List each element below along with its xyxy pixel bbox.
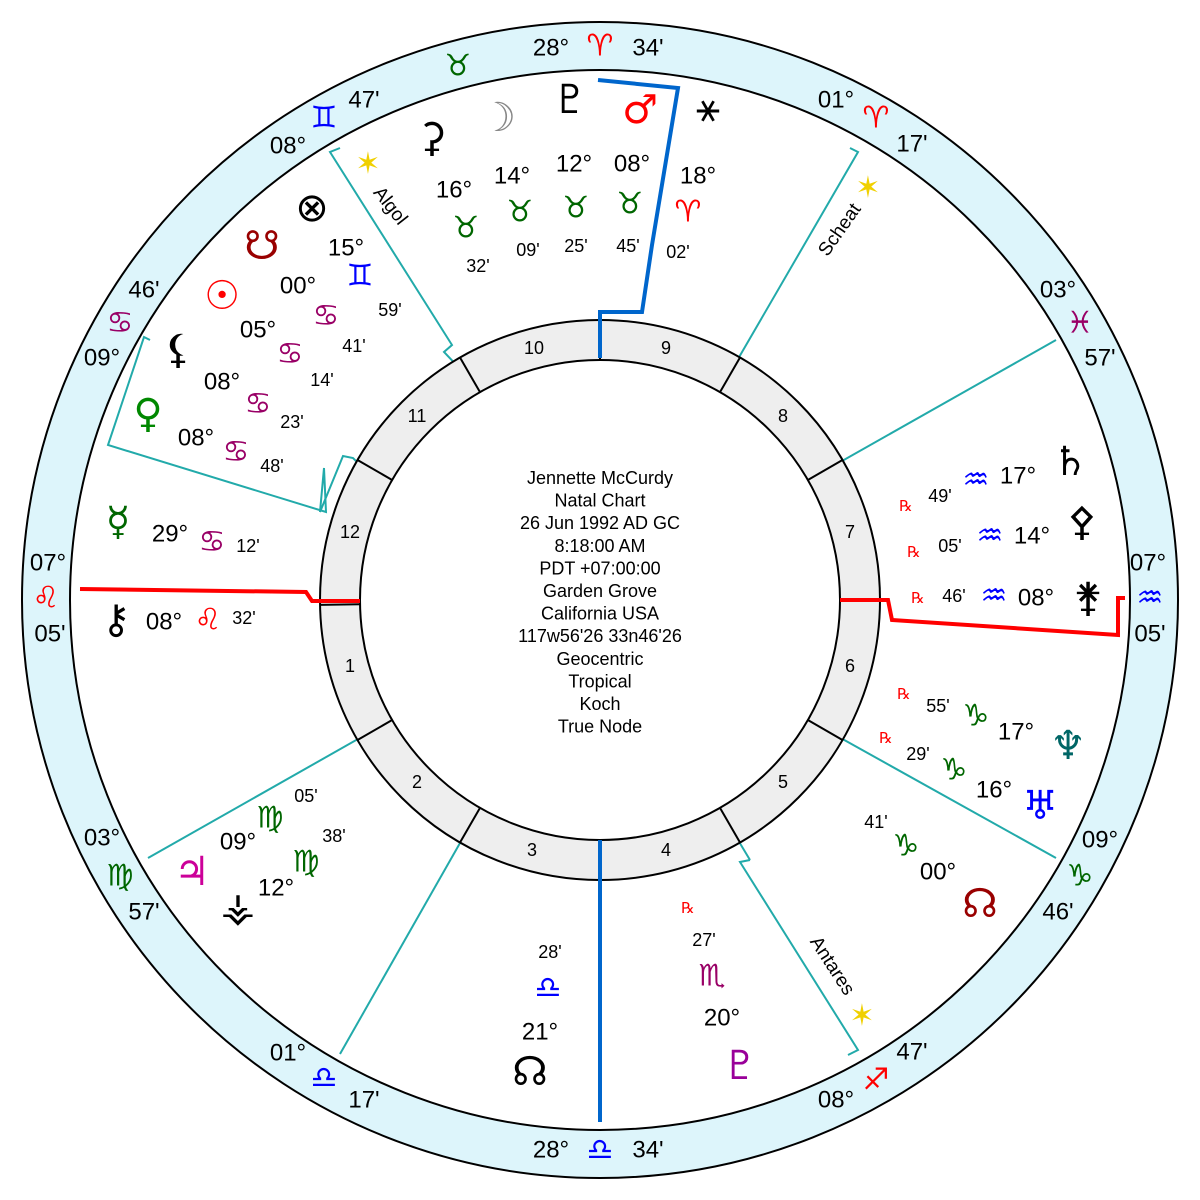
cusp-minute: 34' <box>632 34 664 62</box>
cusp-degree: 03° <box>83 824 121 852</box>
uranus-icon: ♅ <box>1022 783 1058 829</box>
cusp-minute: 17' <box>896 130 928 158</box>
neptune-degree: 17° <box>997 718 1035 746</box>
algol-star-label: Algol <box>368 182 412 230</box>
scheat-star-label: Scheat <box>814 199 866 261</box>
house-number-11: 11 <box>407 406 427 426</box>
cusp-minute: 47' <box>348 86 380 114</box>
house-number-5: 5 <box>777 772 789 792</box>
scheat-star-icon: ✶ <box>855 171 881 205</box>
neptune-icon: ♆ <box>1050 723 1086 769</box>
cusp-minute: 57' <box>1084 344 1116 372</box>
rim-sign-icon: ♉ <box>444 48 472 84</box>
uranus-minute: 29' <box>906 744 930 764</box>
cusp-minute: 05' <box>1134 620 1166 648</box>
house-number-8: 8 <box>777 406 789 426</box>
cusp-degree: 28° <box>532 1136 570 1164</box>
part-of-fortune-sign-icon: ♊ <box>346 258 374 294</box>
pluto-sign-icon: ♏ <box>698 958 726 994</box>
jupiter-minute: 05' <box>294 786 318 806</box>
south-node-icon: ☋ <box>244 223 280 269</box>
cusp-degree: 08° <box>269 132 307 160</box>
vertex-minute: 02' <box>666 242 690 262</box>
saturn-retrograde-icon: ℞ <box>899 497 913 515</box>
neptune-retrograde-icon: ℞ <box>897 685 911 703</box>
cusp-sign-icon: ♒ <box>1136 580 1164 616</box>
cusp-degree: 07° <box>29 549 67 577</box>
pallas-degree: 14° <box>1013 522 1051 550</box>
mars-icon: ♂ <box>622 87 658 133</box>
moon-degree: 14° <box>493 162 531 190</box>
north-node-minute: 41' <box>864 812 888 832</box>
moon-sign-icon: ♉ <box>506 194 534 230</box>
pluto-alt-minute: 25' <box>564 236 588 256</box>
house-ring-tick <box>320 604 360 605</box>
vertex-degree: 18° <box>679 162 717 190</box>
vesta-minute: 38' <box>322 826 346 846</box>
pluto-alt-sign-icon: ♉ <box>562 190 590 226</box>
mercury-minute: 12' <box>236 536 260 556</box>
ceres-icon: ⚳ <box>417 115 447 161</box>
cusp-sign-icon: ♌ <box>32 580 60 616</box>
house-number-3: 3 <box>526 840 538 860</box>
north-node-degree: 00° <box>919 858 957 886</box>
chart-info-line: Koch <box>579 694 621 714</box>
chart-info-line: Jennette McCurdy <box>526 468 674 488</box>
uranus-degree: 16° <box>975 776 1013 804</box>
neptune-minute: 55' <box>926 696 950 716</box>
pallas-minute: 05' <box>938 536 962 556</box>
cusp-degree: 28° <box>532 34 570 62</box>
house-number-12: 12 <box>339 522 361 542</box>
cusp-degree: 09° <box>1081 826 1119 854</box>
ceres-degree: 16° <box>435 176 473 204</box>
chart-info-line: 117w56'26 33n46'26 <box>518 626 682 647</box>
vertex-icon: ⚹ <box>696 85 720 131</box>
cusp-minute: 05' <box>34 620 66 648</box>
part-of-fortune-degree: 15° <box>327 234 365 262</box>
chart-info-line: Geocentric <box>556 648 644 669</box>
pluto-alt-icon: ♇ <box>552 77 588 123</box>
sun-icon: ☉ <box>204 273 240 319</box>
chart-info-line: Natal Chart <box>554 490 646 511</box>
chiron-minute: 32' <box>232 608 256 628</box>
cusp-degree: 09° <box>83 344 121 372</box>
lilith-degree: 08° <box>203 368 241 396</box>
cusp-degree: 03° <box>1039 276 1077 304</box>
chart-info-line: 8:18:00 AM <box>554 535 646 556</box>
vesta-sign-icon: ♍ <box>292 844 320 880</box>
juno-degree: 08° <box>1017 584 1055 612</box>
cusp-sign-icon: ♓ <box>1066 305 1094 341</box>
vesta-degree: 12° <box>257 874 295 902</box>
chart-info-line: Garden Grove <box>542 581 658 601</box>
south-node-minute: 41' <box>342 336 366 356</box>
mars-degree: 08° <box>613 150 651 178</box>
mercury-sign-icon: ♋ <box>198 524 226 560</box>
pallas-retrograde-icon: ℞ <box>907 543 921 561</box>
lilith-icon: ⚸ <box>163 327 193 373</box>
cusp-sign-icon: ♋ <box>106 305 134 341</box>
juno-sign-icon: ♒ <box>980 578 1008 614</box>
pluto-retrograde-icon: ℞ <box>681 899 695 917</box>
chart-info-line: California USA <box>540 603 660 624</box>
cusp-minute: 17' <box>348 1086 380 1114</box>
juno-retrograde-icon: ℞ <box>911 589 925 607</box>
neptune-sign-icon: ♑ <box>962 698 990 734</box>
pluto-icon: ♇ <box>722 1043 758 1089</box>
cusp-degree: 08° <box>817 1086 855 1114</box>
pallas-icon: ⚴ <box>1067 499 1097 545</box>
north-node-alt--minute: 28' <box>538 942 562 962</box>
moon-minute: 09' <box>516 240 540 260</box>
jupiter-icon: ♃ <box>174 849 210 895</box>
chart-info-line: True Node <box>557 716 643 737</box>
house-number-6: 6 <box>844 656 856 676</box>
ceres-sign-icon: ♉ <box>452 210 480 246</box>
jupiter-sign-icon: ♍ <box>256 800 284 836</box>
mars-sign-icon: ♉ <box>616 186 644 222</box>
cusp-sign-icon: ♐ <box>862 1062 890 1098</box>
cusp-sign-icon: ♊ <box>310 100 338 136</box>
antares-star-icon: ✶ <box>849 999 875 1033</box>
cusp-minute: 46' <box>128 276 160 304</box>
vertex-sign-icon: ♈ <box>674 194 702 230</box>
cusp-degree: 01° <box>817 86 855 114</box>
lilith-minute: 23' <box>280 412 304 432</box>
chart-info-line: PDT +07:00:00 <box>539 558 661 579</box>
venus-degree: 08° <box>177 424 215 452</box>
uranus-sign-icon: ♑ <box>940 752 968 788</box>
mercury-degree: 29° <box>151 520 189 548</box>
house-number-10: 10 <box>523 338 545 358</box>
saturn-degree: 17° <box>999 462 1037 490</box>
lilith-sign-icon: ♋ <box>244 386 272 422</box>
cusp-sign-icon: ♑ <box>1066 858 1094 894</box>
house-number-2: 2 <box>411 772 423 792</box>
chart-info-line: 26 Jun 1992 AD GC <box>519 513 681 534</box>
venus-icon: ♀ <box>133 391 163 437</box>
cusp-minute: 47' <box>896 1038 928 1066</box>
house-number-1: 1 <box>344 656 356 676</box>
vesta-icon: ⚶ <box>221 885 255 931</box>
cusp-sign-icon: ♎ <box>310 1060 338 1096</box>
house-number-4: 4 <box>660 840 672 860</box>
chiron-sign-icon: ♌ <box>194 602 222 638</box>
juno-minute: 46' <box>942 586 966 606</box>
pluto-alt-degree: 12° <box>555 150 593 178</box>
saturn-icon: ♄ <box>1052 439 1088 485</box>
pluto-minute: 27' <box>692 930 716 950</box>
saturn-sign-icon: ♒ <box>962 462 990 498</box>
pluto-degree: 20° <box>703 1004 741 1032</box>
chart-info-line: Tropical <box>568 671 632 692</box>
venus-minute: 48' <box>260 456 284 476</box>
south-node-degree: 00° <box>279 272 317 300</box>
cusp-degree: 01° <box>269 1039 307 1067</box>
cusp-minute: 57' <box>128 898 160 926</box>
sun-sign-icon: ♋ <box>276 336 304 372</box>
mars-minute: 45' <box>616 236 640 256</box>
moon-icon: ☽ <box>480 95 516 141</box>
north-node-alt--icon: ☊ <box>512 1049 548 1095</box>
chiron-degree: 08° <box>145 608 183 636</box>
uranus-retrograde-icon: ℞ <box>879 729 893 747</box>
house-number-9: 9 <box>660 338 672 358</box>
antares-star-label: Antares <box>805 932 859 1000</box>
cusp-sign-icon: ♈ <box>862 100 890 136</box>
cusp-minute: 46' <box>1042 898 1074 926</box>
north-node-alt--sign-icon: ♎ <box>534 970 562 1006</box>
cusp-sign-icon: ♍ <box>106 858 134 894</box>
juno-icon: ⚵ <box>1073 575 1103 621</box>
cusp-sign-icon: ♎ <box>586 1132 614 1168</box>
pallas-sign-icon: ♒ <box>976 518 1004 554</box>
sun-degree: 05° <box>239 316 277 344</box>
mercury-icon: ☿ <box>105 499 131 545</box>
jupiter-degree: 09° <box>219 828 257 856</box>
part-of-fortune-minute: 59' <box>378 300 402 320</box>
algol-star-icon: ✶ <box>355 147 381 181</box>
cusp-degree: 07° <box>1129 549 1167 577</box>
sun-minute: 14' <box>310 370 334 390</box>
venus-sign-icon: ♋ <box>222 434 250 470</box>
ceres-minute: 32' <box>466 256 490 276</box>
part-of-fortune-icon: ⊗ <box>295 185 329 231</box>
north-node-icon: ☊ <box>962 881 998 927</box>
cusp-sign-icon: ♈ <box>586 28 614 64</box>
cusp-minute: 34' <box>632 1136 664 1164</box>
saturn-minute: 49' <box>928 486 952 506</box>
south-node-sign-icon: ♋ <box>312 298 340 334</box>
north-node-alt--degree: 21° <box>521 1018 559 1046</box>
north-node-sign-icon: ♑ <box>892 828 920 864</box>
chiron-icon: ⚷ <box>101 597 131 643</box>
house-number-7: 7 <box>844 522 856 542</box>
